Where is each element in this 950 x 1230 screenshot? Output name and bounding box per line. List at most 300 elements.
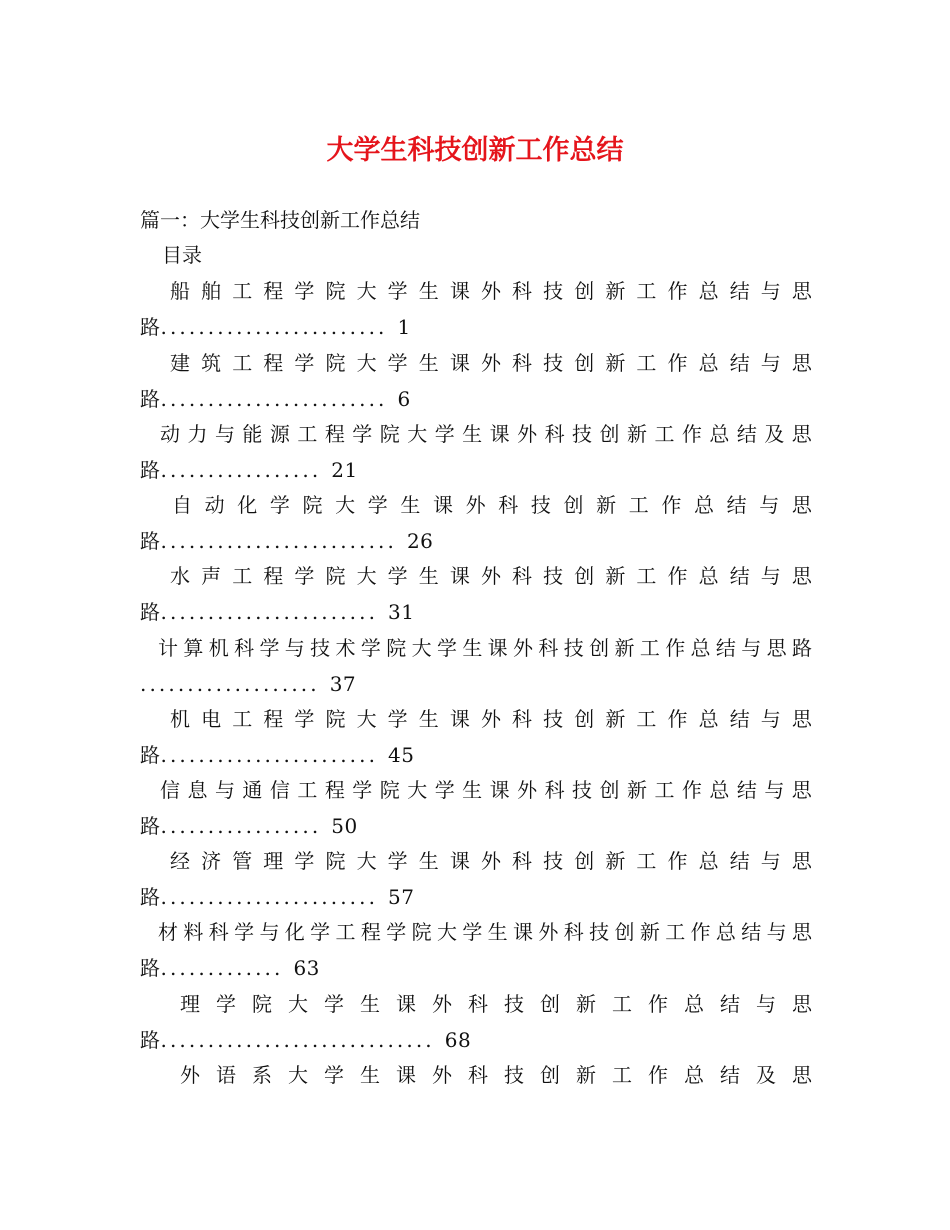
toc-char: 语 <box>216 1063 236 1087</box>
toc-char: 课 <box>396 1063 416 1087</box>
toc-page-number: 31 <box>388 600 415 624</box>
toc-char: 技 <box>563 636 584 660</box>
toc-entry-title-end: 路 <box>140 1028 161 1052</box>
toc-char: 作 <box>690 920 711 944</box>
toc-leader-dots: ....................... <box>160 743 379 767</box>
toc-leader-dots: ................. <box>160 458 322 482</box>
toc-char: 工 <box>654 778 675 802</box>
toc-char: 新 <box>605 849 626 873</box>
toc-char: 电 <box>201 707 222 731</box>
toc-char: 结 <box>729 564 750 588</box>
toc-char: 程 <box>360 920 381 944</box>
toc-char: 课 <box>449 351 470 375</box>
toc-char: 程 <box>263 707 284 731</box>
toc-char: 新 <box>626 778 647 802</box>
toc-char: 技 <box>543 279 564 303</box>
toc-char: 外 <box>432 1063 452 1087</box>
toc-char: 与 <box>741 636 762 660</box>
toc-char: 经 <box>170 849 190 873</box>
toc-leader-dots: ........................ <box>160 387 388 411</box>
toc-char: 机 <box>208 636 229 660</box>
toc-entry-line2 <box>140 456 358 484</box>
toc-char: 大 <box>356 564 377 588</box>
toc-char: 与 <box>760 351 781 375</box>
toc-char: 学 <box>386 920 407 944</box>
toc-leader-dots: ......................... <box>160 529 397 553</box>
toc-char: 作 <box>681 422 702 446</box>
toc-char: 工 <box>297 778 318 802</box>
toc-char: 建 <box>170 351 190 375</box>
toc-char: 思 <box>791 849 812 873</box>
toc-char: 生 <box>418 849 439 873</box>
toc-char: 思 <box>791 778 812 802</box>
toc-char: 生 <box>400 493 421 517</box>
toc-char: 材 <box>158 920 178 944</box>
toc-char: 总 <box>698 279 719 303</box>
toc-char: 结 <box>741 920 762 944</box>
toc-char: 工 <box>232 279 253 303</box>
toc-char: 与 <box>766 920 787 944</box>
toc-char: 自 <box>172 493 192 517</box>
toc-entry-line2 <box>140 812 358 840</box>
toc-entry-line2 <box>140 385 411 413</box>
toc-char: 外 <box>480 707 501 731</box>
toc-char: 与 <box>756 992 776 1016</box>
toc-char: 总 <box>698 849 719 873</box>
toc-char: 新 <box>605 564 626 588</box>
toc-char: 创 <box>574 564 595 588</box>
toc-leader-dots: ............. <box>160 956 284 980</box>
toc-char: 大 <box>436 920 457 944</box>
toc-char: 息 <box>187 778 208 802</box>
toc-page-number: 50 <box>331 814 358 838</box>
toc-leader-dots: ................. <box>160 814 322 838</box>
toc-char: 学 <box>294 707 315 731</box>
toc-char: 创 <box>540 992 560 1016</box>
toc-char: 外 <box>480 351 501 375</box>
toc-char: 学 <box>352 422 373 446</box>
toc-char: 院 <box>325 279 346 303</box>
toc-char: 总 <box>709 778 730 802</box>
toc-char: 结 <box>715 636 736 660</box>
toc-char: 算 <box>183 636 204 660</box>
toc-leader-dots: ................... <box>140 672 320 696</box>
toc-char: 与 <box>760 279 781 303</box>
toc-char: 及 <box>764 422 785 446</box>
toc-char: 创 <box>574 351 595 375</box>
toc-char: 筑 <box>201 351 222 375</box>
toc-char: 源 <box>269 422 290 446</box>
toc-char: 程 <box>324 778 345 802</box>
toc-char: 思 <box>791 707 812 731</box>
toc-char: 思 <box>792 992 812 1016</box>
toc-char: 技 <box>572 422 593 446</box>
toc-char: 外 <box>180 1063 200 1087</box>
toc-char: 结 <box>729 279 750 303</box>
toc-char: 大 <box>288 1063 308 1087</box>
toc-char: 工 <box>654 422 675 446</box>
toc-char: 能 <box>242 422 263 446</box>
toc-char: 结 <box>720 1063 740 1087</box>
toc-char: 技 <box>543 707 564 731</box>
toc-char: 程 <box>263 564 284 588</box>
toc-char: 外 <box>538 920 559 944</box>
toc-entry-line1 <box>180 1061 812 1089</box>
toc-entry-line1 <box>160 420 812 448</box>
toc-char: 总 <box>698 564 719 588</box>
toc-char: 化 <box>237 493 258 517</box>
toc-char: 动 <box>160 422 180 446</box>
toc-char: 技 <box>589 920 610 944</box>
toc-char: 生 <box>462 422 483 446</box>
toc-char: 外 <box>517 778 538 802</box>
toc-entry-line2 <box>140 741 414 769</box>
toc-char: 课 <box>433 493 453 517</box>
toc-char: 大 <box>356 849 377 873</box>
toc-char: 学 <box>310 920 331 944</box>
toc-char: 课 <box>449 707 470 731</box>
toc-char: 课 <box>449 564 470 588</box>
toc-char: 通 <box>242 778 263 802</box>
toc-char: 学 <box>387 279 408 303</box>
toc-char: 创 <box>574 707 595 731</box>
toc-char: 生 <box>418 707 439 731</box>
toc-entry-title-end: 路 <box>140 600 161 624</box>
toc-entry-line1 <box>160 776 812 804</box>
toc-entry-line1 <box>158 918 812 946</box>
toc-page-number: 1 <box>397 315 411 339</box>
toc-char: 结 <box>726 493 747 517</box>
toc-char: 学 <box>259 636 280 660</box>
toc-entry-title-end: 路 <box>140 885 161 909</box>
toc-char: 大 <box>356 351 377 375</box>
toc-char: 管 <box>232 849 253 873</box>
toc-char: 院 <box>325 707 346 731</box>
toc-entry-title-end: 路 <box>140 387 161 411</box>
toc-char: 新 <box>576 992 596 1016</box>
toc-char: 课 <box>449 849 470 873</box>
toc-entry-line2 <box>140 670 356 698</box>
document-title: 大学生科技创新工作总结 <box>326 135 624 166</box>
toc-char: 学 <box>387 564 408 588</box>
toc-char: 技 <box>530 493 551 517</box>
toc-char: 系 <box>252 1063 272 1087</box>
toc-char: 与 <box>214 422 235 446</box>
toc-char: 术 <box>335 636 356 660</box>
toc-char: 学 <box>294 351 315 375</box>
toc-page-number: 26 <box>406 529 434 553</box>
toc-char: 科 <box>468 1063 488 1087</box>
toc-char: 结 <box>729 351 750 375</box>
toc-char: 学 <box>234 920 255 944</box>
toc-char: 技 <box>543 351 564 375</box>
toc-entry-line2 <box>140 527 433 555</box>
toc-entry-line2 <box>140 1026 471 1054</box>
toc-char: 大 <box>356 279 377 303</box>
toc-char: 总 <box>698 707 719 731</box>
toc-char: 新 <box>596 493 617 517</box>
toc-char: 创 <box>574 849 595 873</box>
toc-entry-line1 <box>170 847 812 875</box>
toc-char: 工 <box>232 707 253 731</box>
toc-char: 船 <box>170 279 190 303</box>
toc-char: 新 <box>605 279 626 303</box>
toc-char: 学 <box>216 992 236 1016</box>
toc-char: 思 <box>791 564 812 588</box>
toc-entry-title-end: 路 <box>140 814 161 838</box>
toc-char: 新 <box>605 707 626 731</box>
toc-char: 大 <box>356 707 377 731</box>
toc-entry-line1 <box>180 990 812 1018</box>
toc-char: 工 <box>612 1063 632 1087</box>
toc-page-number: 6 <box>397 387 411 411</box>
toc-char: 院 <box>325 564 346 588</box>
toc-char: 技 <box>543 564 564 588</box>
toc-char: 大 <box>411 636 432 660</box>
toc-entry-title-end: 路 <box>140 529 161 553</box>
toc-char: 学 <box>294 564 315 588</box>
toc-char: 生 <box>360 992 380 1016</box>
toc-char: 程 <box>263 351 284 375</box>
part-heading: 篇一：大学生科技创新工作总结 <box>140 208 420 232</box>
toc-char: 总 <box>709 422 730 446</box>
toc-char: 作 <box>667 279 688 303</box>
toc-char: 生 <box>418 279 439 303</box>
toc-char: 院 <box>302 493 323 517</box>
toc-char: 创 <box>599 422 620 446</box>
toc-char: 水 <box>170 564 190 588</box>
toc-char: 创 <box>563 493 584 517</box>
toc-char: 思 <box>791 493 812 517</box>
toc-char: 结 <box>736 422 757 446</box>
toc-char: 济 <box>201 849 222 873</box>
toc-char: 院 <box>379 778 400 802</box>
toc-char: 工 <box>665 920 686 944</box>
toc-entry-line1 <box>170 349 812 377</box>
toc-char: 大 <box>335 493 356 517</box>
toc-char: 与 <box>760 707 781 731</box>
toc-char: 思 <box>792 1063 812 1087</box>
toc-char: 工 <box>232 564 253 588</box>
toc-char: 信 <box>269 778 290 802</box>
toc-char: 结 <box>736 778 757 802</box>
toc-char: 与 <box>760 849 781 873</box>
toc-char: 创 <box>540 1063 560 1087</box>
toc-char: 工 <box>636 279 657 303</box>
toc-char: 创 <box>574 279 595 303</box>
toc-char: 作 <box>667 351 688 375</box>
toc-leader-dots: ....................... <box>160 600 379 624</box>
toc-char: 作 <box>681 778 702 802</box>
toc-char: 外 <box>465 493 486 517</box>
toc-entry-line1 <box>158 634 812 662</box>
toc-char: 新 <box>626 422 647 446</box>
toc-char: 外 <box>480 849 501 873</box>
toc-char: 生 <box>418 564 439 588</box>
toc-char: 科 <box>544 422 565 446</box>
toc-char: 路 <box>791 636 812 660</box>
toc-page-number: 37 <box>329 672 357 696</box>
toc-leader-dots: ............................. <box>160 1028 435 1052</box>
toc-char: 学 <box>436 636 457 660</box>
toc-char: 技 <box>543 849 564 873</box>
toc-char: 思 <box>791 351 812 375</box>
toc-char: 思 <box>791 920 812 944</box>
toc-char: 总 <box>684 1063 704 1087</box>
toc-char: 学 <box>387 351 408 375</box>
toc-char: 院 <box>325 849 346 873</box>
toc-char: 作 <box>667 564 688 588</box>
toc-char: 学 <box>367 493 388 517</box>
toc-char: 学 <box>387 849 408 873</box>
toc-char: 创 <box>614 920 635 944</box>
toc-char: 生 <box>360 1063 380 1087</box>
toc-char: 外 <box>517 422 538 446</box>
toc-char: 大 <box>407 778 428 802</box>
toc-char: 学 <box>352 778 373 802</box>
toc-entry-line1 <box>172 491 812 519</box>
toc-char: 生 <box>487 920 508 944</box>
toc-char: 思 <box>791 279 812 303</box>
toc-char: 科 <box>512 564 533 588</box>
toc-char: 程 <box>263 279 284 303</box>
toc-char: 工 <box>636 707 657 731</box>
toc-char: 院 <box>325 351 346 375</box>
toc-char: 课 <box>489 422 510 446</box>
toc-heading: 目录 <box>162 243 202 267</box>
toc-char: 声 <box>201 564 222 588</box>
toc-page-number: 45 <box>388 743 415 767</box>
toc-char: 科 <box>512 849 533 873</box>
toc-char: 课 <box>449 279 470 303</box>
toc-char: 科 <box>512 351 533 375</box>
toc-char: 科 <box>544 778 565 802</box>
toc-char: 工 <box>335 920 356 944</box>
toc-char: 作 <box>667 707 688 731</box>
toc-char: 学 <box>324 1063 344 1087</box>
toc-char: 课 <box>489 778 510 802</box>
toc-char: 学 <box>294 279 315 303</box>
toc-page-number: 57 <box>388 885 415 909</box>
toc-char: 课 <box>513 920 534 944</box>
toc-char: 总 <box>684 992 704 1016</box>
toc-char: 作 <box>661 493 682 517</box>
toc-char: 与 <box>259 920 280 944</box>
toc-char: 新 <box>614 636 635 660</box>
toc-char: 技 <box>572 778 593 802</box>
toc-page-number: 21 <box>331 458 358 482</box>
toc-entry-line1 <box>170 705 812 733</box>
toc-char: 作 <box>667 849 688 873</box>
toc-char: 科 <box>563 920 584 944</box>
toc-char: 外 <box>480 564 501 588</box>
toc-char: 动 <box>204 493 225 517</box>
toc-char: 工 <box>636 351 657 375</box>
toc-char: 信 <box>160 778 180 802</box>
toc-char: 大 <box>407 422 428 446</box>
toc-char: 科 <box>512 707 533 731</box>
toc-char: 结 <box>729 849 750 873</box>
toc-char: 舶 <box>201 279 222 303</box>
toc-char: 科 <box>208 920 229 944</box>
toc-char: 工 <box>639 636 660 660</box>
toc-entry-line1 <box>170 277 812 305</box>
toc-char: 院 <box>411 920 432 944</box>
toc-char: 院 <box>386 636 407 660</box>
toc-char: 化 <box>284 920 305 944</box>
toc-char: 科 <box>512 279 533 303</box>
toc-char: 院 <box>379 422 400 446</box>
toc-leader-dots: ....................... <box>160 885 379 909</box>
toc-char: 科 <box>468 992 488 1016</box>
toc-entry-line2 <box>140 598 414 626</box>
toc-entry-title-end: 路 <box>140 743 161 767</box>
toc-char: 作 <box>665 636 686 660</box>
toc-char: 课 <box>396 992 416 1016</box>
toc-char: 与 <box>214 778 235 802</box>
toc-char: 思 <box>791 422 812 446</box>
toc-char: 工 <box>636 849 657 873</box>
toc-char: 工 <box>232 351 253 375</box>
toc-char: 与 <box>764 778 785 802</box>
toc-char: 学 <box>360 636 381 660</box>
toc-char: 新 <box>639 920 660 944</box>
toc-char: 学 <box>462 920 483 944</box>
toc-char: 课 <box>487 636 508 660</box>
toc-char: 创 <box>589 636 610 660</box>
toc-char: 总 <box>690 636 711 660</box>
toc-entry-title-end: 路 <box>140 458 161 482</box>
toc-char: 学 <box>387 707 408 731</box>
toc-char: 外 <box>432 992 452 1016</box>
toc-char: 总 <box>698 351 719 375</box>
toc-char: 外 <box>513 636 534 660</box>
toc-char: 科 <box>498 493 519 517</box>
toc-char: 作 <box>648 992 668 1016</box>
toc-char: 学 <box>434 778 455 802</box>
toc-char: 作 <box>648 1063 668 1087</box>
toc-entry-line1 <box>170 562 812 590</box>
toc-char: 大 <box>288 992 308 1016</box>
toc-char: 与 <box>760 564 781 588</box>
toc-char: 及 <box>756 1063 776 1087</box>
toc-page-number: 63 <box>293 956 320 980</box>
toc-char: 学 <box>269 493 290 517</box>
toc-char: 与 <box>759 493 780 517</box>
toc-char: 程 <box>324 422 345 446</box>
toc-entry-title-end: 路 <box>140 956 161 980</box>
toc-char: 技 <box>504 992 524 1016</box>
toc-page-number: 68 <box>444 1028 472 1052</box>
toc-char: 工 <box>612 992 632 1016</box>
toc-char: 工 <box>636 564 657 588</box>
toc-char: 力 <box>187 422 208 446</box>
toc-char: 科 <box>538 636 559 660</box>
toc-char: 理 <box>180 992 200 1016</box>
toc-char: 新 <box>576 1063 596 1087</box>
toc-char: 学 <box>294 849 315 873</box>
toc-char: 技 <box>504 1063 524 1087</box>
toc-entry-line2 <box>140 954 320 982</box>
toc-char: 与 <box>284 636 305 660</box>
toc-char: 院 <box>252 992 272 1016</box>
toc-char: 结 <box>729 707 750 731</box>
toc-entry-line2 <box>140 313 411 341</box>
toc-leader-dots: ........................ <box>160 315 388 339</box>
toc-char: 机 <box>170 707 190 731</box>
toc-char: 结 <box>720 992 740 1016</box>
toc-char: 技 <box>310 636 331 660</box>
